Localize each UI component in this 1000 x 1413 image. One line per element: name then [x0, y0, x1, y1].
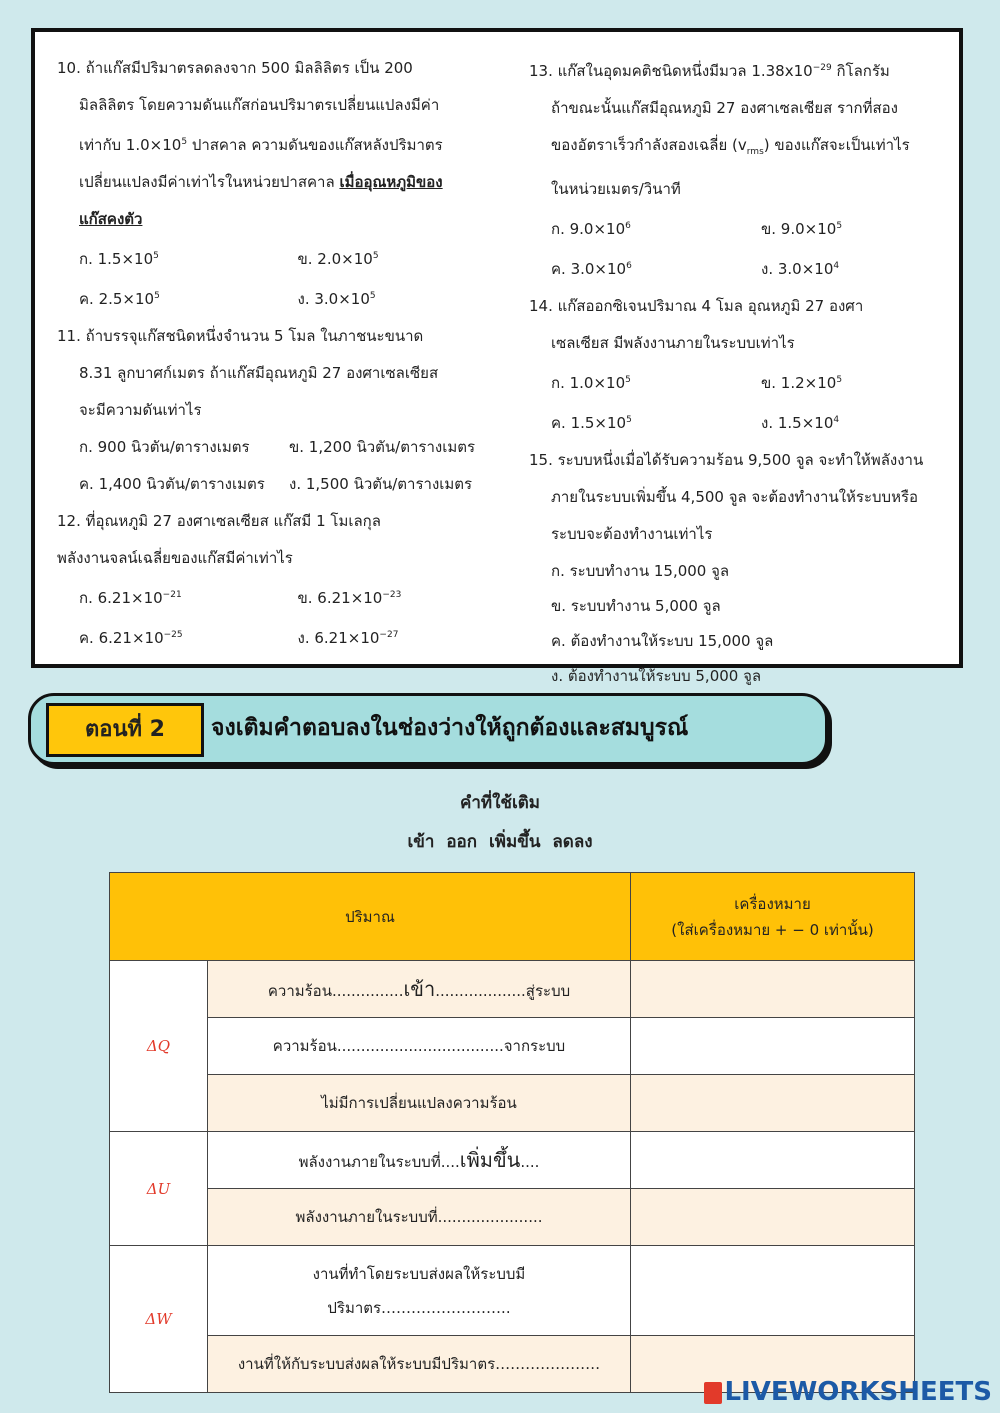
- q11-option-a[interactable]: ก. 900 นิวตัน/ตารางเมตร: [79, 438, 250, 456]
- q10-options-row1: [57, 246, 497, 269]
- q11-line1: 11. ถ้าบรรจุแก๊สชนิดหนึ่งจำนวน 5 โมล ในภาชนะขนาด: [57, 327, 424, 345]
- header-symbol: เครื่องหมาย (ใส่เครื่องหมาย + − 0 เท่านั้น): [631, 873, 915, 961]
- q14-option-b[interactable]: ข. $1.2\times 10^5$: [761, 374, 843, 392]
- logo-icon: [704, 1382, 722, 1404]
- q14-options-row2: [529, 410, 949, 433]
- q13-option-a[interactable]: ก. $9.0\times 10^6$: [551, 220, 631, 238]
- question-11: [57, 326, 497, 494]
- row-heat-out[interactable]: ความร้อน...................................จากระบบ: [208, 1018, 631, 1075]
- q10-option-b[interactable]: ข. $2.0\times 10^5$: [297, 250, 379, 268]
- row-internal-energy-blank[interactable]: พลังงานภายในระบบที่......................: [208, 1189, 631, 1246]
- q13-line2: ถ้าขณะนั้นแก๊สมีอุณหภูมิ 27 องศาเซลเซียส รากที่สอง: [551, 99, 898, 117]
- answer-cell-6[interactable]: [631, 1246, 915, 1336]
- question-13: [529, 58, 949, 279]
- answer-cell-2[interactable]: [631, 1018, 915, 1075]
- q13-option-b[interactable]: ข. $9.0\times 10^5$: [761, 220, 843, 238]
- q15-option-c[interactable]: ค. ต้องทำงานให้ระบบ 15,000 จูล: [551, 632, 774, 650]
- q14-options-row1: [529, 370, 949, 393]
- question-14: [529, 296, 949, 433]
- q10-option-d[interactable]: ง. $3.0\times 10^5$: [297, 290, 376, 308]
- row-internal-energy-increase: พลังงานภายในระบบที่....เพิ่มขึ้น....: [208, 1132, 631, 1189]
- q10-emphasis: เมื่ออุณหภูมิของ: [339, 173, 443, 191]
- q12-option-b[interactable]: ข. $6.21\times 10^{-23}$: [297, 589, 402, 607]
- answer-cell-4[interactable]: [631, 1132, 915, 1189]
- q15-line1: 15. ระบบหนึ่งเมื่อได้รับความร้อน 9,500 จูล จะทำให้พลังงาน: [529, 451, 924, 469]
- q10-option-c[interactable]: ค. $2.5\times 10^5$: [79, 290, 160, 308]
- header-quantity: ปริมาณ: [110, 873, 631, 961]
- q14-line2: เซลเซียส มีพลังงานภายในระบบเท่าไร: [551, 334, 795, 352]
- q14-line1: 14. แก๊สออกซิเจนปริมาณ 4 โมล อุณหภูมิ 27 องศา: [529, 297, 864, 315]
- q12-options-row1: [57, 585, 497, 608]
- q15-option-b[interactable]: ข. ระบบทำงาน 5,000 จูล: [551, 597, 721, 615]
- part2-instruction: จงเติมคำตอบลงในช่องว่างให้ถูกต้องและสมบูรณ์: [211, 715, 689, 741]
- q15-option-a[interactable]: ก. ระบบทำงาน 15,000 จูล: [551, 562, 730, 580]
- q13-options-row1: [529, 216, 949, 239]
- answer-table: [109, 872, 915, 1393]
- q11-option-d[interactable]: ง. 1,500 นิวตัน/ตารางเมตร: [289, 475, 473, 493]
- q15-line2: ภายในระบบเพิ่มขึ้น 4,500 จูล จะต้องทำงานให้ระบบหรือ: [551, 488, 919, 506]
- q12-option-d[interactable]: ง. $6.21\times 10^{-27}$: [297, 629, 399, 647]
- q10-line3: เท่ากับ $1.0\times 10^5$ ปาสคาล ความดันของแก๊สหลังปริมาตร: [79, 136, 443, 154]
- q12-option-a[interactable]: ก. $6.21\times 10^{-21}$: [79, 589, 182, 607]
- q11-option-c[interactable]: ค. 1,400 นิวตัน/ตารางเมตร: [79, 475, 265, 493]
- q13-line1: 13. แก๊สในอุดมคติชนิดหนึ่งมีมวล $1.38x10^{-29}$ กิโลกรัม: [529, 62, 890, 80]
- q11-options-row2: [57, 474, 497, 494]
- answer-cell-3[interactable]: [631, 1075, 915, 1132]
- filled-answer-in[interactable]: เข้า: [403, 977, 436, 1001]
- row-heat-none: ไม่มีการเปลี่ยนแปลงความร้อน: [208, 1075, 631, 1132]
- q10-option-a[interactable]: ก. $1.5\times 10^5$: [79, 250, 159, 268]
- q13-option-c[interactable]: ค. $3.0\times 10^6$: [551, 260, 632, 278]
- questions-box: [31, 28, 963, 685]
- q10-line2: มิลลิลิตร โดยความดันแก๊สก่อนปริมาตรเปลี่ยนแปลงมีค่า: [79, 96, 440, 114]
- word-bank-title: คำที่ใช้เติม: [459, 793, 541, 813]
- q15-line3: ระบบจะต้องทำงานเท่าไร: [551, 525, 713, 543]
- row-heat-in: ความร้อน...............เข้า...................สู่ระบบ: [208, 961, 631, 1018]
- q12-options-row2: [57, 625, 497, 648]
- q10-options-row2: [57, 286, 497, 309]
- question-12: [57, 511, 497, 648]
- left-column: [57, 58, 497, 665]
- q13-line3: ของอัตราเร็วกำลังสองเฉลี่ย $(v_{rms})$ ของแก๊สจะเป็นเท่าไร: [551, 136, 910, 157]
- symbol-delta-q: ΔQ: [110, 961, 208, 1132]
- q11-line2: 8.31 ลูกบาศก์เมตร ถ้าแก๊สมีอุณหภูมิ 27 องศาเซลเซียส: [79, 364, 439, 382]
- row-work-on-system[interactable]: งานที่ให้กับระบบส่งผลให้ระบบมีปริมาตร…………………: [208, 1336, 631, 1393]
- q11-option-b[interactable]: ข. 1,200 นิวตัน/ตารางเมตร: [289, 438, 476, 456]
- q14-option-a[interactable]: ก. $1.0\times 10^5$: [551, 374, 631, 392]
- q13-line4: ในหน่วยเมตร/วินาที: [551, 180, 681, 198]
- q12-line1: 12. ที่อุณหภูมิ 27 องศาเซลเซียส แก๊สมี 1 โมเลกุล: [57, 512, 381, 530]
- q15-option-d[interactable]: ง. ต้องทำงานให้ระบบ 5,000 จูล: [551, 667, 762, 685]
- filled-answer-increase[interactable]: เพิ่มขึ้น: [459, 1148, 521, 1172]
- q14-option-c[interactable]: ค. $1.5\times 10^5$: [551, 414, 632, 432]
- symbol-delta-u: ΔU: [110, 1132, 208, 1246]
- right-column: [529, 58, 949, 701]
- row-work-by-system[interactable]: งานที่ทำโดยระบบส่งผลให้ระบบมี ปริมาตร……………………..: [208, 1246, 631, 1336]
- q12-option-c[interactable]: ค. $6.21\times 10^{-25}$: [79, 629, 183, 647]
- question-10: [57, 58, 497, 309]
- question-15: [529, 450, 949, 686]
- symbol-delta-w: ΔW: [110, 1246, 208, 1393]
- word-bank: เข้า ออก เพิ่มขึ้น ลดลง: [407, 832, 593, 852]
- q13-options-row2: [529, 256, 949, 279]
- q12-line2: พลังงานจลน์เฉลี่ยของแก๊สมีค่าเท่าไร: [57, 549, 293, 567]
- q14-option-d[interactable]: ง. $1.5\times 10^4$: [761, 414, 840, 432]
- q10-line1: 10. ถ้าแก๊สมีปริมาตรลดลงจาก 500 มิลลิลิตร เป็น 200: [57, 59, 413, 77]
- answer-cell-1[interactable]: [631, 961, 915, 1018]
- liveworksheets-logo: LIVEWORKSHEETS: [704, 1377, 992, 1407]
- answer-cell-5[interactable]: [631, 1189, 915, 1246]
- part2-banner: [28, 693, 828, 765]
- q10-line4: เปลี่ยนแปลงมีค่าเท่าไรในหน่วยปาสคาล เมื่ออุณหภูมิของ: [79, 173, 443, 191]
- q10-line5: แก๊สคงตัว: [79, 210, 143, 228]
- q11-line3: จะมีความดันเท่าไร: [79, 401, 202, 419]
- q13-option-d[interactable]: ง. $3.0\times 10^4$: [761, 260, 840, 278]
- part2-tag: ตอนที่ 2: [46, 703, 204, 757]
- q11-options-row1: [57, 437, 497, 457]
